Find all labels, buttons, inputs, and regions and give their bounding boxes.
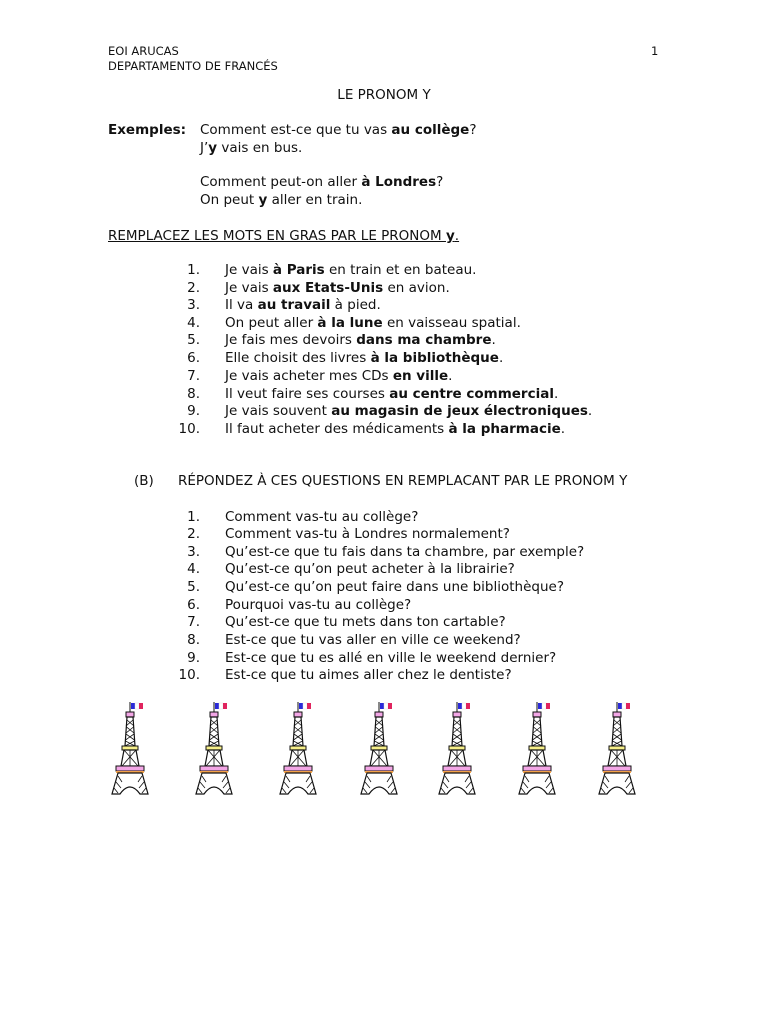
section-b-heading: RÉPONDEZ À CES QUESTIONS EN REMPLACANT PAR LE PRONOM Y — [178, 473, 628, 489]
list-item: 1. Comment vas-tu au collège? — [187, 509, 419, 525]
list-item: 6. Elle choisit des livres à la bibliothèque. — [187, 350, 504, 366]
list-item: 8. Il veut faire ses courses au centre commercial. — [187, 386, 559, 402]
page-number: 1 — [651, 44, 659, 58]
department-name: DEPARTAMENTO DE FRANCÉS — [108, 59, 278, 73]
example-line: Comment est-ce que tu vas au collège? — [200, 122, 477, 138]
eiffel-tower-icon — [597, 700, 637, 796]
list-item: 7. Qu’est-ce que tu mets dans ton cartable? — [187, 614, 506, 630]
examples-label: Exemples: — [108, 122, 187, 138]
list-item: 5. Je fais mes devoirs dans ma chambre. — [187, 332, 496, 348]
list-item: 3. Qu’est-ce que tu fais dans ta chambre, par exemple? — [187, 544, 585, 560]
school-name: EOI ARUCAS — [108, 44, 179, 58]
list-item: 4. Qu’est-ce qu’on peut acheter à la librairie? — [187, 561, 515, 577]
list-item: 6. Pourquoi vas-tu au collège? — [187, 597, 412, 613]
eiffel-tower-icon — [359, 700, 399, 796]
list-item: 4. On peut aller à la lune en vaisseau spatial. — [187, 315, 521, 331]
eiffel-tower-icon — [278, 700, 318, 796]
list-item: 10. Est-ce que tu aimes aller chez le dentiste? — [178, 667, 512, 683]
example-line: On peut y aller en train. — [200, 192, 363, 208]
eiffel-tower-icon — [517, 700, 557, 796]
eiffel-tower-icon — [437, 700, 477, 796]
list-item: 1. Je vais à Paris en train et en bateau. — [187, 262, 477, 278]
list-item: 7. Je vais acheter mes CDs en ville. — [187, 368, 453, 384]
list-item: 2. Comment vas-tu à Londres normalement? — [187, 526, 510, 542]
section-b-label: (B) — [134, 473, 154, 489]
section-a-heading: REMPLACEZ LES MOTS EN GRAS PAR LE PRONOM y. — [108, 228, 460, 244]
page-title: LE PRONOM Y — [337, 87, 431, 103]
list-item: 8. Est-ce que tu vas aller en ville ce weekend? — [187, 632, 521, 648]
list-item: 3. Il va au travail à pied. — [187, 297, 381, 313]
example-line: Comment peut-on aller à Londres? — [200, 174, 444, 190]
list-item: 10. Il faut acheter des médicaments à la pharmacie. — [178, 421, 566, 437]
list-item: 5. Qu’est-ce qu’on peut faire dans une bibliothèque? — [187, 579, 564, 595]
eiffel-tower-icon — [194, 700, 234, 796]
list-item: 9. Est-ce que tu es allé en ville le weekend dernier? — [187, 650, 557, 666]
list-item: 2. Je vais aux Etats-Unis en avion. — [187, 280, 450, 296]
example-line: J’y vais en bus. — [200, 140, 303, 156]
eiffel-tower-icon — [110, 700, 150, 796]
list-item: 9. Je vais souvent au magasin de jeux électroniques. — [187, 403, 593, 419]
